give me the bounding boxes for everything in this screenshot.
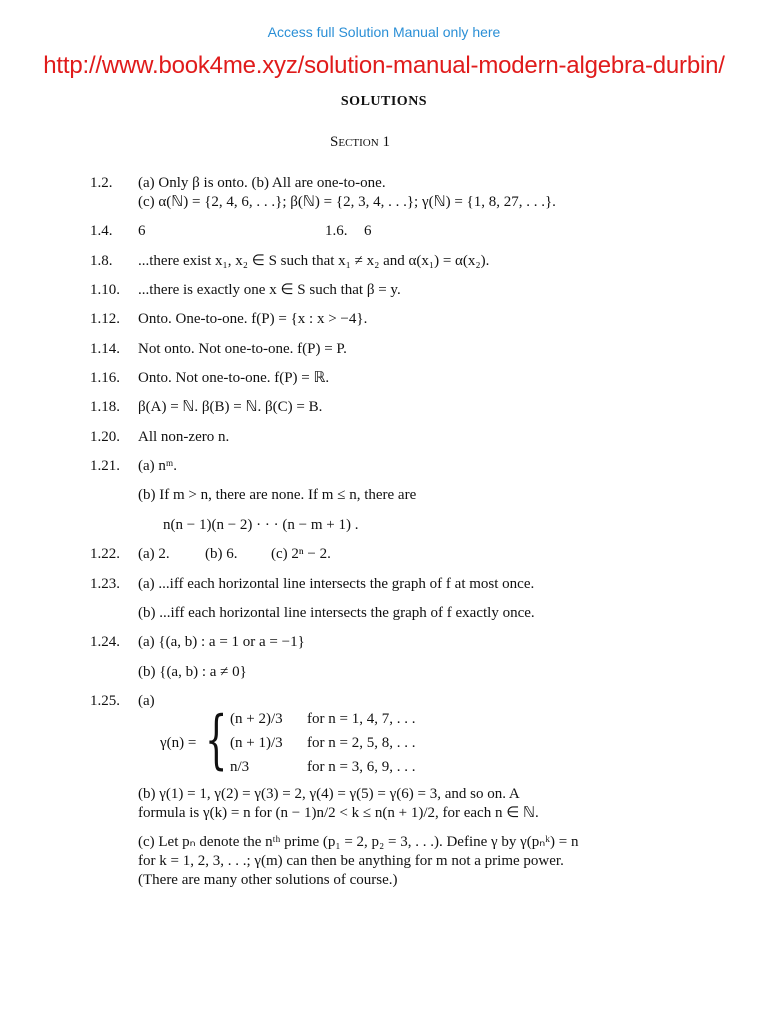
answer-text: (a) bbox=[138, 693, 155, 709]
answer-text: (b) γ(1) = 1, γ(2) = γ(3) = 2, γ(4) = γ(5) = γ(6) = 3, and so on. A bbox=[138, 786, 520, 802]
problem-number: 1.22. bbox=[90, 546, 120, 562]
problem-number: 1.25. bbox=[90, 693, 120, 709]
problem-number: 1.4. bbox=[90, 223, 113, 239]
answer-text: (a) ...iff each horizontal line intersects the graph of f at most once. bbox=[138, 576, 535, 592]
problem-number: 1.14. bbox=[90, 341, 120, 357]
answer-text: (a) Only β is onto. (b) All are one-to-one. bbox=[138, 175, 386, 191]
answer-text: Onto. One-to-one. f(P) = {x : x > −4}. bbox=[138, 311, 368, 327]
answer-text: (b) {(a, b) : a ≠ 0} bbox=[138, 664, 247, 680]
answer-text: (a) 2. bbox=[138, 546, 170, 562]
case-condition: for n = 2, 5, 8, . . . bbox=[307, 735, 416, 751]
answer-text: (c) 2ⁿ − 2. bbox=[271, 546, 331, 562]
problem-number: 1.16. bbox=[90, 370, 120, 386]
problem-number: 1.10. bbox=[90, 282, 120, 298]
answer-text: (There are many other solutions of course.) bbox=[138, 872, 398, 888]
answer-text: β(A) = ℕ. β(B) = ℕ. β(C) = B. bbox=[138, 399, 323, 415]
problem-number: 1.21. bbox=[90, 458, 120, 474]
problem-number: 1.12. bbox=[90, 311, 120, 327]
piecewise-lhs: γ(n) = bbox=[160, 735, 197, 751]
page-title: SOLUTIONS bbox=[340, 94, 428, 109]
answer-text: ...there is exactly one x ∈ S such that β = y. bbox=[138, 282, 401, 298]
answer-text: Onto. Not one-to-one. f(P) = ℝ. bbox=[138, 370, 330, 386]
problem-number: 1.18. bbox=[90, 399, 120, 415]
problem-number: 1.20. bbox=[90, 429, 120, 445]
answer-text: (a) nᵐ. bbox=[138, 458, 177, 474]
case-expression: n/3 bbox=[230, 759, 250, 775]
answer-text: (b) If m > n, there are none. If m ≤ n, there are bbox=[138, 487, 417, 503]
problem-number: 1.23. bbox=[90, 576, 120, 592]
section-heading: Section 1 bbox=[330, 134, 390, 150]
problem-number: 1.2. bbox=[90, 175, 113, 191]
answer-text: 6 bbox=[364, 223, 372, 239]
answer-text: formula is γ(k) = n for (n − 1)n/2 < k ≤ n(n + 1)/2, for each n ∈ ℕ. bbox=[138, 805, 539, 821]
case-expression: (n + 1)/3 bbox=[230, 735, 283, 751]
problem-number: 1.24. bbox=[90, 634, 120, 650]
left-brace-glyph: { bbox=[205, 703, 228, 777]
answer-formula: n(n − 1)(n − 2) · · · (n − m + 1) . bbox=[163, 517, 359, 533]
answer-text: (c) α(ℕ) = {2, 4, 6, . . .}; β(ℕ) = {2, 3, 4, . . .}; γ(ℕ) = {1, 8, 27, . . .}. bbox=[138, 194, 556, 210]
solution-manual-url-link[interactable]: http://www.book4me.xyz/solution-manual-modern-algebra-durbin/ bbox=[43, 52, 725, 79]
answer-text: 6 bbox=[138, 223, 146, 239]
answer-text: Not onto. Not one-to-one. f(P) = P. bbox=[138, 341, 347, 357]
problem-number: 1.8. bbox=[90, 253, 113, 269]
case-expression: (n + 2)/3 bbox=[230, 711, 283, 727]
answer-text: All non-zero n. bbox=[138, 429, 230, 445]
access-banner-link[interactable]: Access full Solution Manual only here bbox=[267, 24, 501, 40]
answer-text: (b) 6. bbox=[205, 546, 238, 562]
case-condition: for n = 3, 6, 9, . . . bbox=[307, 759, 416, 775]
answer-text: ...there exist x₁, x₂ ∈ S such that x₁ ≠ x₂ and α(x₁) = α(x₂). bbox=[138, 253, 490, 269]
problem-number: 1.6. bbox=[325, 223, 348, 239]
case-condition: for n = 1, 4, 7, . . . bbox=[307, 711, 416, 727]
answer-text: (c) Let pₙ denote the nᵗʰ prime (p₁ = 2, p₂ = 3, . . .). Define γ by γ(pₙᵏ) = n bbox=[138, 834, 579, 850]
answer-text: for k = 1, 2, 3, . . .; γ(m) can then be anything for m not a prime power. bbox=[138, 853, 564, 869]
answer-text: (a) {(a, b) : a = 1 or a = −1} bbox=[138, 634, 305, 650]
answer-text: (b) ...iff each horizontal line intersects the graph of f exactly once. bbox=[138, 605, 535, 621]
